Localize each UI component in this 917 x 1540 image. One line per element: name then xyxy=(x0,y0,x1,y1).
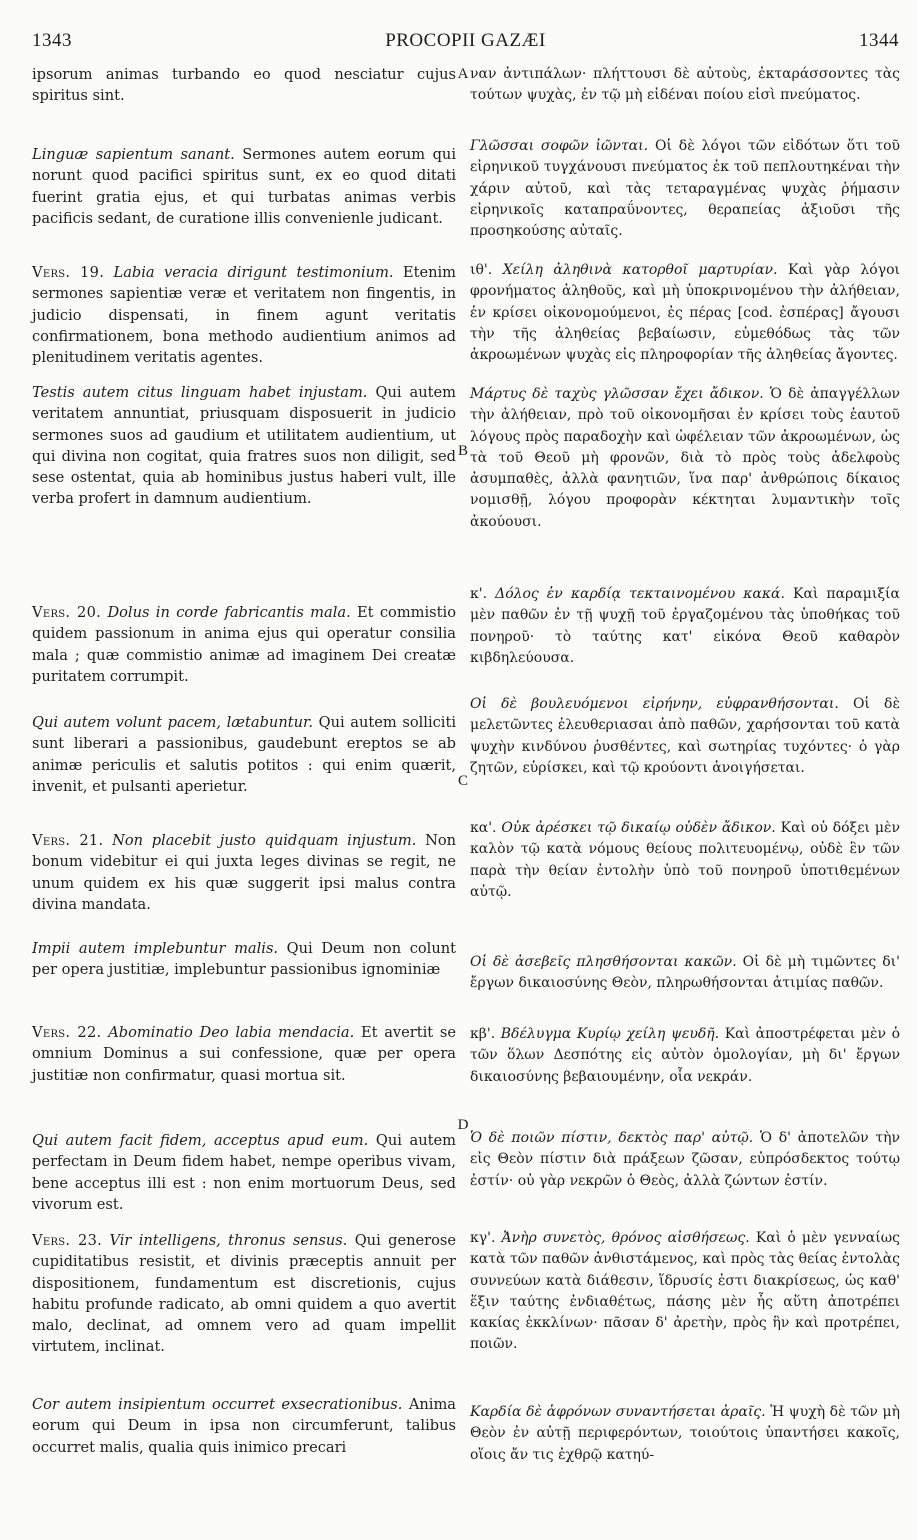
lemma: Linguæ sapientum sanant. xyxy=(32,146,235,163)
lemma: Non placebit justo quidquam injustum. xyxy=(103,832,417,849)
lemma: Μάρτυς δὲ ταχὺς γλῶσσαν ἔχει ἄδικον. xyxy=(470,386,764,402)
page-number-left: 1343 xyxy=(32,30,72,51)
greek-paragraph xyxy=(470,818,900,903)
latin-paragraph xyxy=(32,144,456,229)
commentary-text: Καὶ ἀποστρέφεται μὲν ὁ τῶν ὅλων Δεσπότης εἰς αὐτὸν ὁμολογίαν, μὴ δι' ἔργων δικαιοσύνης βεβαιουμένην, οἷα νεκράν. xyxy=(470,1026,900,1085)
commentary-text: Qui autem veritatem annuntiat, priusquam disposuerit in judicio sermones suos ad gaudium et utilitatem audientium, ut qui divina non cogitat, quia fratres suos non diligit, sed sese ostentat, quia ab hominibus justus haberi vult, ille verba profert in damnum audientium. xyxy=(32,384,456,508)
latin-paragraph xyxy=(32,382,456,510)
verse-number: κα'. xyxy=(470,820,497,836)
running-title: PROCOPII GAZÆI xyxy=(385,30,546,51)
margin-marker-c: C xyxy=(457,773,468,789)
lemma: Vir intelligens, thronus sensus. xyxy=(102,1232,348,1249)
commentary-text: Οἱ δὲ μελετῶντες ἐλευθεριασαι ἀπὸ παθῶν, χαρήσονται τοῦ κατὰ ψυχὴν κινδύνου ῥυσθέντες, καὶ σωτηρίας τυχόντες· ὁ γὰρ ζητῶν, εὑρίσκει, καὶ τῷ κρούοντι ἀνοιγήσεται. xyxy=(470,696,900,776)
verse-number: Vers. 19. xyxy=(32,264,105,281)
latin-paragraph xyxy=(32,938,456,981)
commentary-text: Qui autem perfectam in Deum fidem habet, nempe operibus vivam, bene acceptus illi est : non enim mortuorum Deus, sed vivorum est. xyxy=(32,1132,456,1213)
greek-paragraph xyxy=(470,694,900,779)
greek-paragraph xyxy=(470,1024,900,1088)
lemma: Qui autem volunt pacem, lætabuntur. xyxy=(32,714,314,731)
lemma: Dolus in corde fabricantis mala. xyxy=(101,604,351,621)
commentary-text: Anima eorum qui Deum in ipsa non circumferunt, talibus occurret malis, qualia quis inimico precari xyxy=(32,1396,456,1456)
greek-paragraph xyxy=(470,260,900,366)
commentary-text: Ὁ δ' ἀποτελῶν τὴν εἰς Θεὸν πίστιν διὰ πράξεων ζῶσαν, εὐπρόσδεκτος τούτῳ ἐστίν· οὐ γὰρ νεκρῶν ὁ Θεὸς, ἀλλὰ ζώντων ἐστίν. xyxy=(470,1130,901,1189)
verse-number: Vers. 21. xyxy=(32,832,104,849)
lemma: Impii autem implebuntur malis. xyxy=(32,940,279,957)
commentary-text: Qui autem solliciti sunt liberari a passionibus, gaudebunt ereptos se ab animæ periculis et salutis potitos : qui enim quærit, invenit, et pulsanti aperietur. xyxy=(32,714,456,795)
latin-paragraph xyxy=(32,712,456,797)
lemma: Οὐκ ἀρέσκει τῷ δικαίῳ οὐδὲν ἄδικον. xyxy=(496,820,776,836)
latin-paragraph xyxy=(32,1022,456,1086)
verse-number: κ'. xyxy=(470,586,488,602)
lemma: Καρδία δὲ ἀφρόνων συναντήσεται ἀραῖς. xyxy=(470,1404,766,1420)
commentary-text: Qui Deum non colunt per opera justitiæ, implebuntur passionibus ignominiæ xyxy=(32,940,456,979)
greek-paragraph xyxy=(470,584,900,669)
greek-paragraph xyxy=(470,1402,900,1466)
latin-paragraph xyxy=(32,1130,456,1215)
commentary-text: Οἱ δὲ μὴ τιμῶντες δι' ἔργων δικαιοσύνης Θεὸν, πληρωθήσονται ἀτιμίας παθῶν. xyxy=(470,954,900,992)
commentary-text: ναν ἀντιπάλων· πλήττουσι δὲ αὐτοὺς, ἐκταράσσοντες τὰς τούτων ψυχὰς, ἐν τῷ μὴ εἰδέναι ποίου εἰσὶ πνεύματος. xyxy=(470,66,900,104)
lemma: Labia veracia dirigunt testimonium. xyxy=(104,264,394,281)
latin-paragraph xyxy=(32,1230,456,1358)
greek-paragraph xyxy=(470,1128,900,1192)
lemma: Ὁ δὲ ποιῶν πίστιν, δεκτὸς παρ' αὐτῷ. xyxy=(470,1130,754,1146)
page-number-right: 1344 xyxy=(859,30,899,51)
lemma: Οἱ δὲ ἀσεβεῖς πλησθήσονται κακῶν. xyxy=(470,954,737,970)
lemma: Abominatio Deo labia mendacia. xyxy=(101,1024,355,1041)
lemma: Testis autem citus linguam habet injustam. xyxy=(32,384,368,401)
commentary-text: Non bonum videbitur ei qui juxta leges divinas se regit, ne unum quidem ex his quæ suggerit ipsi malus contra divina mandata. xyxy=(32,832,457,913)
latin-paragraph xyxy=(32,262,456,368)
commentary-text: Καὶ ὁ μὲν γενναίως κατὰ τῶν παθῶν ἀνθιστάμενος, καὶ πρὸς τὰς θείας ἐντολὰς συννεύων κατὰ διάθεσιν, ἵδρυσίς ἐστι διακρίσεως, ὡς καθ' ἕξιν ταύτης ἐνδιαθέτως, πάσης μὲν ἧς αὕτη ἀποτρέπει κακίας ἐκκλίνων· πᾶσαν δ' ἀρετὴν, πρὸς ἣν καὶ προτρέπει, ποιῶν. xyxy=(470,1230,900,1353)
commentary-text: Καὶ οὐ δόξει μὲν καλὸν τῷ κατὰ νόμους θείους πολιτευομένῳ, οὐδὲ ἓν τῶν παρὰ τὴν θείαν ἐντολὴν ὑπὸ τοῦ πονηροῦ ὑποτιθεμένων αὐτῷ. xyxy=(470,820,900,900)
page-header xyxy=(32,30,899,56)
commentary-text: Sermones autem eorum qui norunt quod pacifici spiritus sunt, ex eo quod ditati fuerint gratia ejus, et qui turbatas animas verbis pacificis sedant, de curatione illis convenienle judicant. xyxy=(32,146,456,227)
commentary-text: Et avertit se omnium Dominus a sui confessione, quæ per opera justitiæ non confirmatur, quasi mortua sit. xyxy=(32,1024,456,1084)
lemma: Qui autem facit fidem, acceptus apud eum. xyxy=(32,1132,369,1149)
commentary-text: Ὁ δὲ ἀπαγγέλλων τὴν ἀλήθειαν, πρὸ τοῦ οἰκονομῆσαι ἐν κρίσει τοὺς ἑαυτοῦ λόγους πρὸς παραδοχὴν καὶ ὠφέλειαν τῶν ἀκροωμένων, ὡς τὰ τοῦ Θεοῦ μὴ φρονῶν, διὰ τὸ πρὸς τοὺς ἀδελφοὺς ἀσυμπαθὲς, ἀλλὰ φανητιῶν, ἵνα παρ' ἀνθρώποις δίκαιος νομισθῇ, λόγου προφορὰν κέκτηται λυμαντικὴν τοῖς ἀκούουσι. xyxy=(470,386,900,530)
verse-number: κβ'. xyxy=(470,1026,496,1042)
commentary-text: Et commistio quidem passionum in anima ejus qui operatur consilia mala ; quæ commistio animæ ad imaginem Dei creatæ puritatem corrumpit. xyxy=(32,604,456,685)
commentary-text: Qui generose cupiditatibus resistit, et divinis præceptis annuit per dispositionem, fundamentum est discretionis, cujus habitu profunde radicato, ab omni quidem a quo avertit malo, declinat, ad omnem vero ad quam impellit virtutem, inclinat. xyxy=(32,1232,457,1356)
commentary-text: Καὶ γὰρ λόγοι φρονήματος ἀληθοῦς, καὶ μὴ ὑποκρινομένου τὴν ἀλήθειαν, ἐν κρίσει οἰκονομούμενοι, ἐς πέρας [cod. ἐσπέρας] ἄγουσι τὴν τῆς ἀληθείας βεβαίωσιν, εὐμεθόδως τὰς τῶν ἀκροωμένων ψυχὰς εἰς πληροφορίαν τῆς ἀληθείας ἄγοντες. xyxy=(470,262,900,364)
greek-paragraph xyxy=(470,64,900,107)
lemma: Χείλη ἀληθινὰ κατορθοῖ μαρτυρίαν. xyxy=(492,262,778,278)
greek-paragraph xyxy=(470,952,900,995)
latin-paragraph xyxy=(32,64,456,107)
lemma: Οἱ δὲ βουλευόμενοι εἰρήνην, εὐφρανθήσονται. xyxy=(470,696,839,712)
verse-number: Vers. 20. xyxy=(32,604,102,621)
latin-paragraph xyxy=(32,830,456,915)
commentary-text: ipsorum animas turbando eo quod nesciatur cujus spiritus sint. xyxy=(32,66,456,105)
greek-paragraph xyxy=(470,384,900,533)
lemma: Ἀνὴρ συνετὸς, θρόνος αἰσθήσεως. xyxy=(495,1230,750,1246)
lemma: Βδέλυγμα Κυρίῳ χείλη ψευδῆ. xyxy=(495,1026,720,1042)
commentary-text: Καὶ παραμιξία μὲν παθῶν ἐν τῇ ψυχῇ τοῦ ἐργαζομένου τὰς ὑποθήκας τοῦ πονηροῦ· τὸ ταύτης κατ' εἰκόνα Θεοῦ καθαρὸν κιβδηλεύουσα. xyxy=(470,586,900,666)
verse-number: ιθ'. xyxy=(470,262,493,278)
lemma: Cor autem insipientum occurret exsecrationibus. xyxy=(32,1396,403,1413)
verse-number: κγ'. xyxy=(470,1230,496,1246)
greek-paragraph xyxy=(470,136,900,242)
commentary-text: Οἱ δὲ λόγοι τῶν εἰδότων ὅτι τοῦ εἰρηνικοῦ τυγχάνουσι πνεύματος ἐκ τοῦ πεπλουτηκέναι τὴν χάριν αὐτοῦ, καὶ τὰς τεταραγμένας ψυχὰς ῥήμασιν εἰρηνικοῖς καταπραΰνοντες, θεραπείας ἀξιοῦσι τῆς προσηκούσης αὐταῖς. xyxy=(470,138,901,240)
verse-number: Vers. 23. xyxy=(32,1232,103,1249)
margin-marker-a: A xyxy=(457,66,469,82)
verse-number: Vers. 22. xyxy=(32,1024,102,1041)
greek-paragraph xyxy=(470,1228,900,1356)
lemma: Δόλος ἐν καρδίᾳ τεκταινομένου κακά. xyxy=(487,586,785,602)
commentary-text: Etenim sermones sapientiæ veræ et veritatem non fingentis, in judicio dispensati, in finem agunt veritatis confirmationem, bona methodo audientium animos ad plenitudinem veritatis agentes. xyxy=(32,264,456,367)
commentary-text: Ἡ ψυχὴ δὲ τῶν μὴ Θεὸν ἐν αὐτῇ περιφερόντων, τοιούτοις ὑπαντήσει κακοῖς, οἵοις ἄν τις ἐχθρῷ κατηύ- xyxy=(470,1404,901,1463)
margin-marker-d: D xyxy=(457,1117,469,1133)
latin-paragraph xyxy=(32,602,456,687)
lemma: Γλῶσσαι σοφῶν ἰῶνται. xyxy=(470,138,649,154)
margin-marker-b: B xyxy=(457,443,468,459)
latin-paragraph xyxy=(32,1394,456,1458)
